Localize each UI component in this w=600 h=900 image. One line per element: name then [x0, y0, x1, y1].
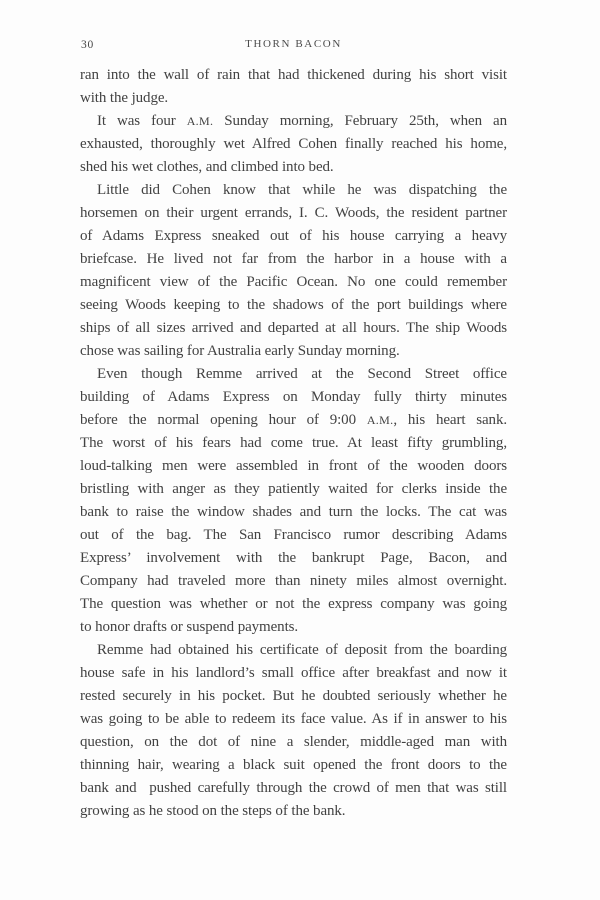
- text-line: before the normal opening hour of 9:00 A.M., his heart sank.: [80, 412, 508, 428]
- text-line: Even though Remme arrived at the Second Street office: [97, 366, 507, 382]
- body-text: [80, 64, 507, 823]
- text-line: briefcase. He lived not far from the harbor in a house with a: [80, 251, 507, 267]
- text-line: rested securely in his pocket. But he doubted seriously whether he: [80, 688, 507, 704]
- text-line: The question was whether or not the express company was going: [80, 596, 507, 612]
- paragraph: [80, 179, 507, 363]
- text-line: ships of all sizes arrived and departed at all hours. The ship Woods: [80, 320, 507, 336]
- text-line: house safe in his landlord’s small office after breakfast and now it: [80, 665, 507, 681]
- text-line: with the judge.: [80, 90, 169, 106]
- small-caps-am: A.M.: [186, 114, 214, 128]
- text-line: horsemen on their urgent errands, I. C. Woods, the resident partner: [80, 205, 507, 221]
- paragraph: [80, 639, 507, 823]
- text-line: thinning hair, wearing a black suit opened the front doors to the: [80, 757, 507, 773]
- text-line: Remme had obtained his certificate of deposit from the boarding: [97, 642, 507, 658]
- page-header: [80, 38, 507, 54]
- text-line: of Adams Express sneaked out of his house carrying a heavy: [80, 228, 507, 244]
- text-line: bristling with anger as they patiently waited for clerks inside the: [80, 481, 507, 497]
- text-line: ran into the wall of rain that had thickened during his short visit: [80, 67, 507, 83]
- text-line: bank to raise the window shades and turn the locks. The cat was: [80, 504, 507, 520]
- text-line: loud-talking men were assembled in front of the wooden doors: [80, 458, 507, 474]
- text-line: growing as he stood on the steps of the bank.: [80, 803, 346, 819]
- text-line: chose was sailing for Australia early Sunday morning.: [80, 343, 400, 359]
- text-line: building of Adams Express on Monday fully thirty minutes: [80, 389, 507, 405]
- text-line: magnificent view of the Pacific Ocean. No one could remember: [80, 274, 507, 290]
- text-line: question, on the dot of nine a slender, middle-aged man with: [80, 734, 507, 750]
- running-title: THORN BACON: [245, 38, 342, 50]
- paragraph: [80, 363, 507, 639]
- text-line: exhausted, thoroughly wet Alfred Cohen finally reached his home,: [80, 136, 507, 152]
- paragraph: [80, 64, 507, 110]
- page-number: 30: [81, 39, 95, 51]
- text-line: shed his wet clothes, and climbed into bed.: [80, 159, 334, 175]
- text-line: bank and pushed carefully through the crowd of men that was still: [80, 780, 507, 796]
- text-line: Little did Cohen know that while he was dispatching the: [97, 182, 507, 198]
- text-line: It was four A.M. Sunday morning, February 25th, when an: [97, 113, 507, 129]
- paragraph: [80, 110, 507, 179]
- text-line: seeing Woods keeping to the shadows of the port buildings where: [80, 297, 507, 313]
- text-line: out of the bag. The San Francisco rumor describing Adams: [80, 527, 507, 543]
- small-caps-am: A.M.: [366, 413, 394, 427]
- text-line: to honor drafts or suspend payments.: [80, 619, 299, 635]
- text-line: The worst of his fears had come true. At least fifty grumbling,: [80, 435, 507, 451]
- text-line: was going to be able to redeem its face value. As if in answer to his: [80, 711, 507, 727]
- text-line: Company had traveled more than ninety miles almost overnight.: [80, 573, 507, 589]
- text-line: Express’ involvement with the bankrupt Page, Bacon, and: [80, 550, 507, 566]
